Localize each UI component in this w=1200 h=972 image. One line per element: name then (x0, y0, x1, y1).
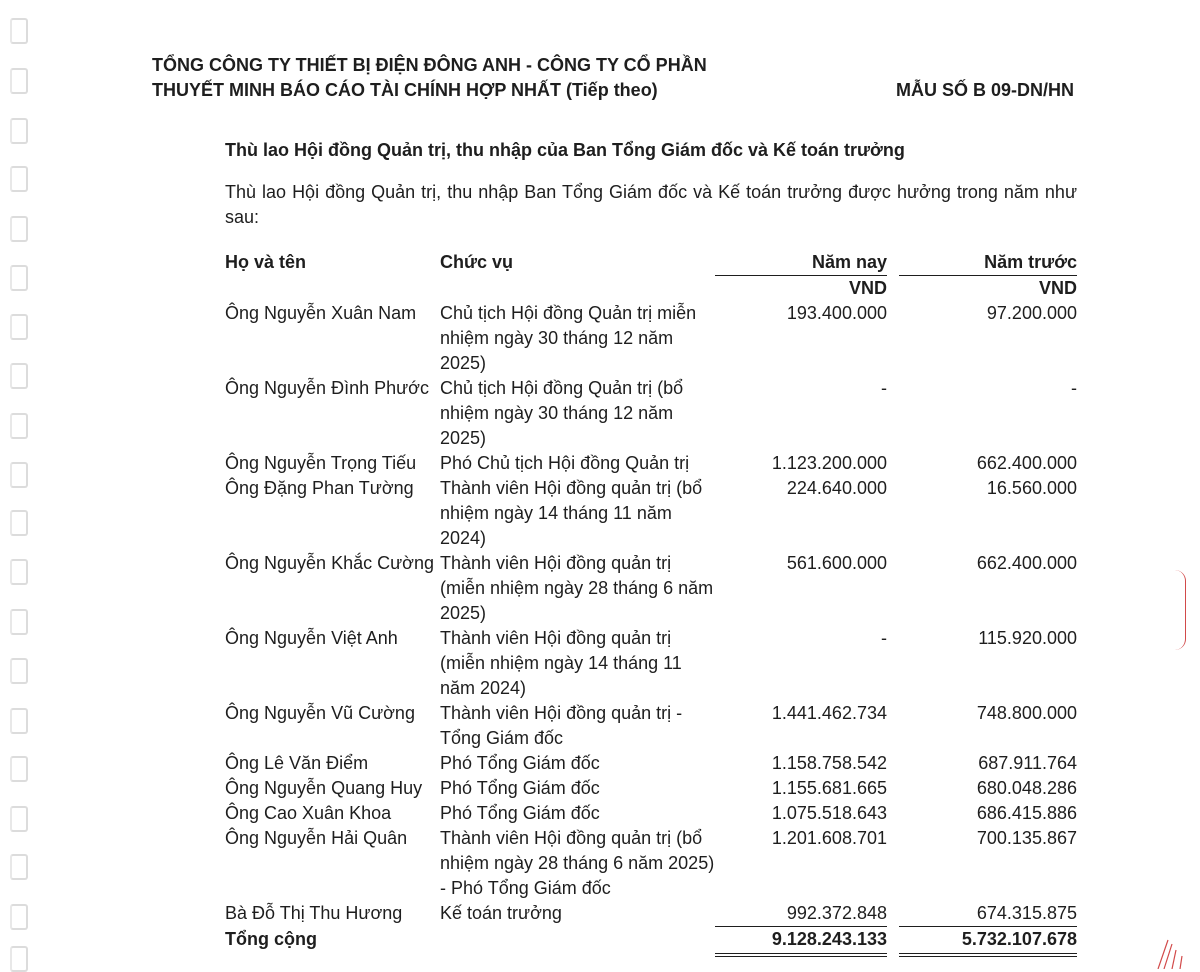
signature-stroke-icon (1154, 930, 1194, 969)
amount-previous: 674.315.875 (899, 901, 1077, 927)
member-name: Ông Nguyễn Hải Quân (225, 828, 408, 848)
member-position: Thành viên Hội đồng quản trị (bổ nhiệm ngày 28 tháng 6 năm 2025) - Phó Tổng Giám đốc (440, 828, 715, 898)
amount-current: 1.158.758.542 (771, 753, 887, 773)
table-row (225, 301, 1077, 376)
table-row (225, 626, 1077, 701)
member-position: Phó Tổng Giám đốc (440, 803, 600, 823)
table-row (225, 451, 1077, 476)
amount-current: 193.400.000 (786, 303, 887, 323)
total-row (225, 927, 1077, 956)
binding-rings (8, 18, 32, 968)
member-position: Thành viên Hội đồng quản trị (bổ nhiệm ngày 14 tháng 11 năm 2024) (440, 478, 703, 548)
table-row (225, 826, 1077, 901)
amount-current: 1.155.681.665 (771, 778, 887, 798)
amount-current: - (881, 378, 887, 398)
member-name: Ông Nguyễn Việt Anh (225, 628, 398, 648)
amount-previous: 97.200.000 (986, 303, 1077, 323)
amount-current: 1.123.200.000 (771, 453, 887, 473)
amount-previous: 686.415.886 (976, 803, 1077, 823)
table-row (225, 751, 1077, 776)
col-name-header: Họ và tên (225, 252, 307, 272)
compensation-table (225, 250, 1077, 957)
amount-current: 992.372.848 (715, 901, 887, 927)
amount-current: 1.075.518.643 (771, 803, 887, 823)
member-name: Ông Nguyễn Đình Phước (225, 378, 429, 398)
unit-current: VND (848, 278, 887, 298)
member-name: Ông Đặng Phan Tường (225, 478, 414, 498)
member-position: Phó Tổng Giám đốc (440, 778, 600, 798)
table-row (225, 801, 1077, 826)
col-current-header: Năm nay (715, 250, 887, 276)
total-label: Tổng cộng (225, 928, 317, 949)
member-position: Phó Tổng Giám đốc (440, 753, 600, 773)
member-position: Thành viên Hội đồng quản trị (miễn nhiệm ngày 28 tháng 6 năm 2025) (440, 553, 714, 623)
member-name: Ông Nguyễn Vũ Cường (225, 703, 415, 723)
form-number: MẪU SỐ B 09-DN/HN (895, 80, 1074, 100)
company-name: TỔNG CÔNG TY THIẾT BỊ ĐIỆN ĐÔNG ANH - CÔNG TY CỔ PHẦN (152, 55, 707, 75)
member-position: Thành viên Hội đồng quản trị (miễn nhiệm ngày 14 tháng 11 năm 2024) (440, 628, 682, 698)
amount-current: 224.640.000 (786, 478, 887, 498)
table-row (225, 701, 1077, 751)
member-position: Phó Chủ tịch Hội đồng Quản trị (440, 453, 690, 473)
member-name: Ông Nguyễn Quang Huy (225, 778, 423, 798)
total-current: 9.128.243.133 (715, 927, 887, 956)
member-position: Thành viên Hội đồng quản trị - Tổng Giám đốc (440, 703, 683, 748)
col-position-header: Chức vụ (440, 252, 514, 272)
document-header (152, 53, 1074, 103)
table-header-row (225, 250, 1077, 276)
col-previous-header: Năm trước (899, 250, 1077, 276)
amount-previous: 700.135.867 (976, 828, 1077, 848)
section-intro: Thù lao Hội đồng Quản trị, thu nhập Ban Tổng Giám đốc và Kế toán trưởng được hưởng trong năm như sau: (225, 182, 1077, 227)
amount-current: 1.441.462.734 (771, 703, 887, 723)
member-name: Ông Nguyễn Khắc Cường (225, 553, 434, 573)
unit-previous: VND (1038, 278, 1077, 298)
table-row (225, 776, 1077, 801)
section-title: Thù lao Hội đồng Quản trị, thu nhập của Ban Tổng Giám đốc và Kế toán trưởng (225, 140, 905, 160)
amount-previous: 687.911.764 (978, 753, 1077, 773)
member-name: Ông Nguyễn Xuân Nam (225, 303, 417, 323)
table-row (225, 901, 1077, 927)
unit-row (225, 276, 1077, 302)
member-name: Bà Đỗ Thị Thu Hương (225, 903, 403, 923)
member-name: Ông Cao Xuân Khoa (225, 803, 392, 823)
table-row (225, 376, 1077, 451)
amount-previous: 662.400.000 (976, 453, 1077, 473)
table-row (225, 551, 1077, 626)
table-row (225, 476, 1077, 551)
amount-previous: 16.560.000 (986, 478, 1077, 498)
amount-previous: 662.400.000 (976, 553, 1077, 573)
amount-current: 561.600.000 (786, 553, 887, 573)
member-position: Chủ tịch Hội đồng Quản trị (bổ nhiệm ngày 30 tháng 12 năm 2025) (440, 378, 684, 448)
amount-previous: 680.048.286 (976, 778, 1077, 798)
amount-previous: 748.800.000 (976, 703, 1077, 723)
amount-previous: - (1071, 378, 1077, 398)
member-position: Kế toán trưởng (440, 903, 562, 923)
member-name: Ông Nguyễn Trọng Tiếu (225, 453, 417, 473)
amount-previous: 115.920.000 (978, 628, 1077, 648)
report-title: THUYẾT MINH BÁO CÁO TÀI CHÍNH HỢP NHẤT (Tiếp theo) (152, 80, 658, 100)
signature-mark (1175, 570, 1186, 650)
total-previous: 5.732.107.678 (899, 927, 1077, 956)
member-name: Ông Lê Văn Điểm (225, 753, 369, 773)
amount-current: 1.201.608.701 (771, 828, 887, 848)
member-position: Chủ tịch Hội đồng Quản trị miễn nhiệm ngày 30 tháng 12 năm 2025) (440, 303, 697, 373)
amount-current: - (881, 628, 887, 648)
